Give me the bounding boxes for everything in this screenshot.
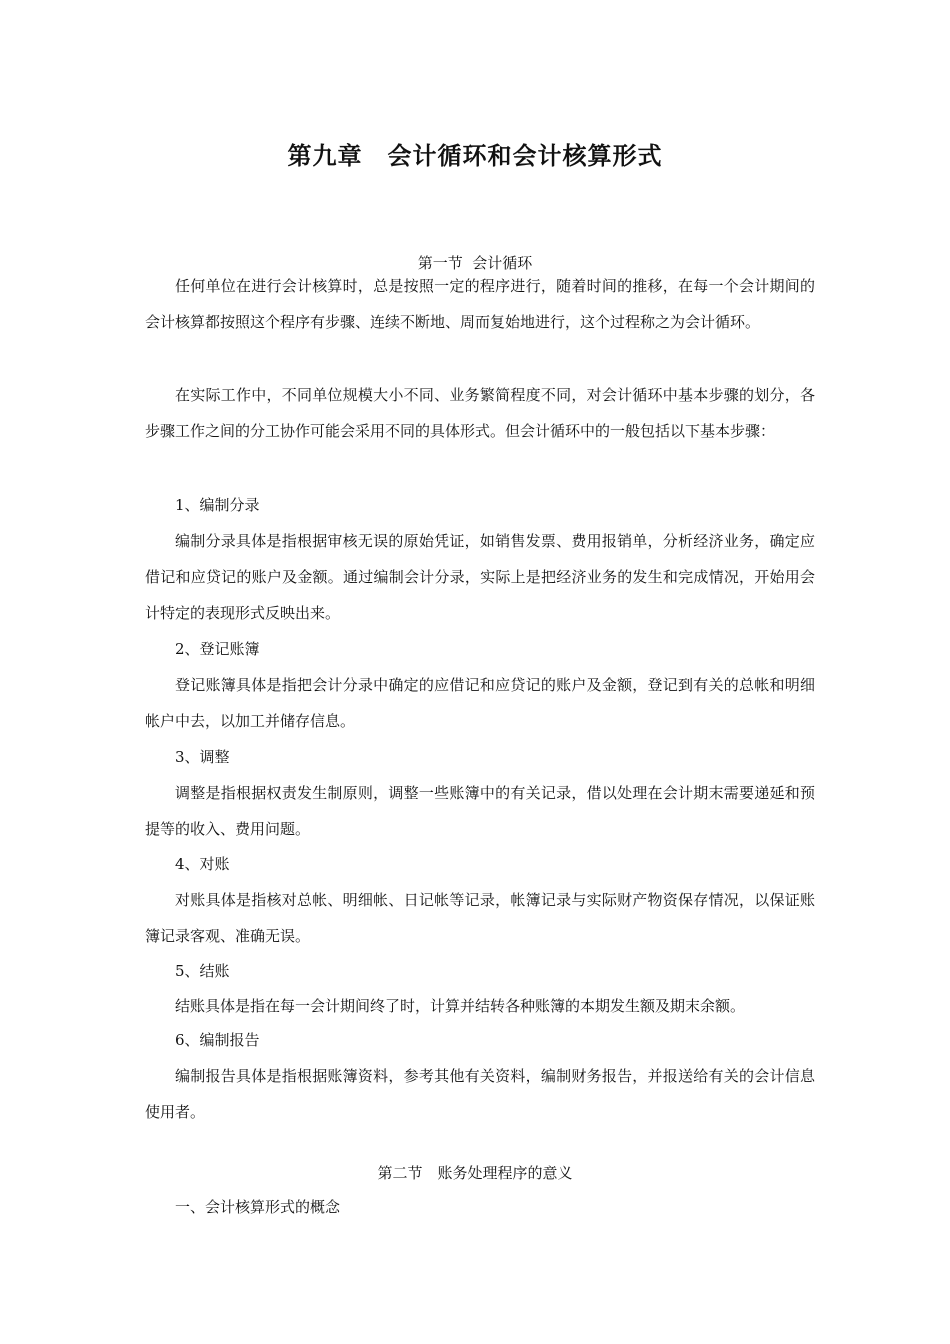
step-4-text: 对账具体是指核对总帐、明细帐、日记帐等记录，帐簿记录与实际财产物资保存情况，以保证账簿记录客观、准确无误。 — [145, 891, 815, 945]
step-6-text: 编制报告具体是指根据账簿资料，参考其他有关资料，编制财务报告，并报送给有关的会计信息使用者。 — [145, 1067, 815, 1121]
step-2-text: 登记账簿具体是指把会计分录中确定的应借记和应贷记的账户及金额，登记到有关的总帐和明细帐户中去，以加工并储存信息。 — [145, 676, 815, 730]
step-2-heading: 2、登记账簿 — [175, 640, 260, 658]
intro-paragraph-2: 在实际工作中，不同单位规模大小不同、业务繁简程度不同，对会计循环中基本步骤的划分，各步骤工作之间的分工协作可能会采用不同的具体形式。但会计循环中的一般包括以下基本步骤： — [145, 386, 815, 440]
section-2-title: 第二节 账务处理程序的意义 — [377, 1164, 573, 1182]
intro-paragraph-1: 任何单位在进行会计核算时，总是按照一定的程序进行，随着时间的推移，在每一个会计期间的会计核算都按照这个程序有步骤、连续不断地、周而复始地进行，这个过程称之为会计循环。 — [145, 277, 815, 331]
step-6-heading: 6、编制报告 — [175, 1031, 260, 1049]
section-1-title: 第一节 会计循环 — [417, 254, 533, 272]
step-1-heading: 1、编制分录 — [175, 496, 260, 514]
step-3-heading: 3、调整 — [175, 748, 230, 766]
step-5-heading: 5、结账 — [175, 962, 230, 980]
step-4-heading: 4、对账 — [175, 855, 230, 873]
step-3-text: 调整是指根据权责发生制原则，调整一些账簿中的有关记录，借以处理在会计期末需要递延和预提等的收入、费用问题。 — [145, 784, 815, 838]
section-2-subheading: 一、会计核算形式的概念 — [175, 1198, 341, 1216]
chapter-title: 第九章 会计循环和会计核算形式 — [287, 142, 663, 170]
step-5-text: 结账具体是指在每一会计期间终了时，计算并结转各种账簿的本期发生额及期末余额。 — [175, 997, 746, 1015]
step-1-text: 编制分录具体是指根据审核无误的原始凭证，如销售发票、费用报销单，分析经济业务，确定应借记和应贷记的账户及金额。通过编制会计分录，实际上是把经济业务的发生和完成情况，开始用会计特定的表现形式反映出来。 — [145, 532, 815, 622]
